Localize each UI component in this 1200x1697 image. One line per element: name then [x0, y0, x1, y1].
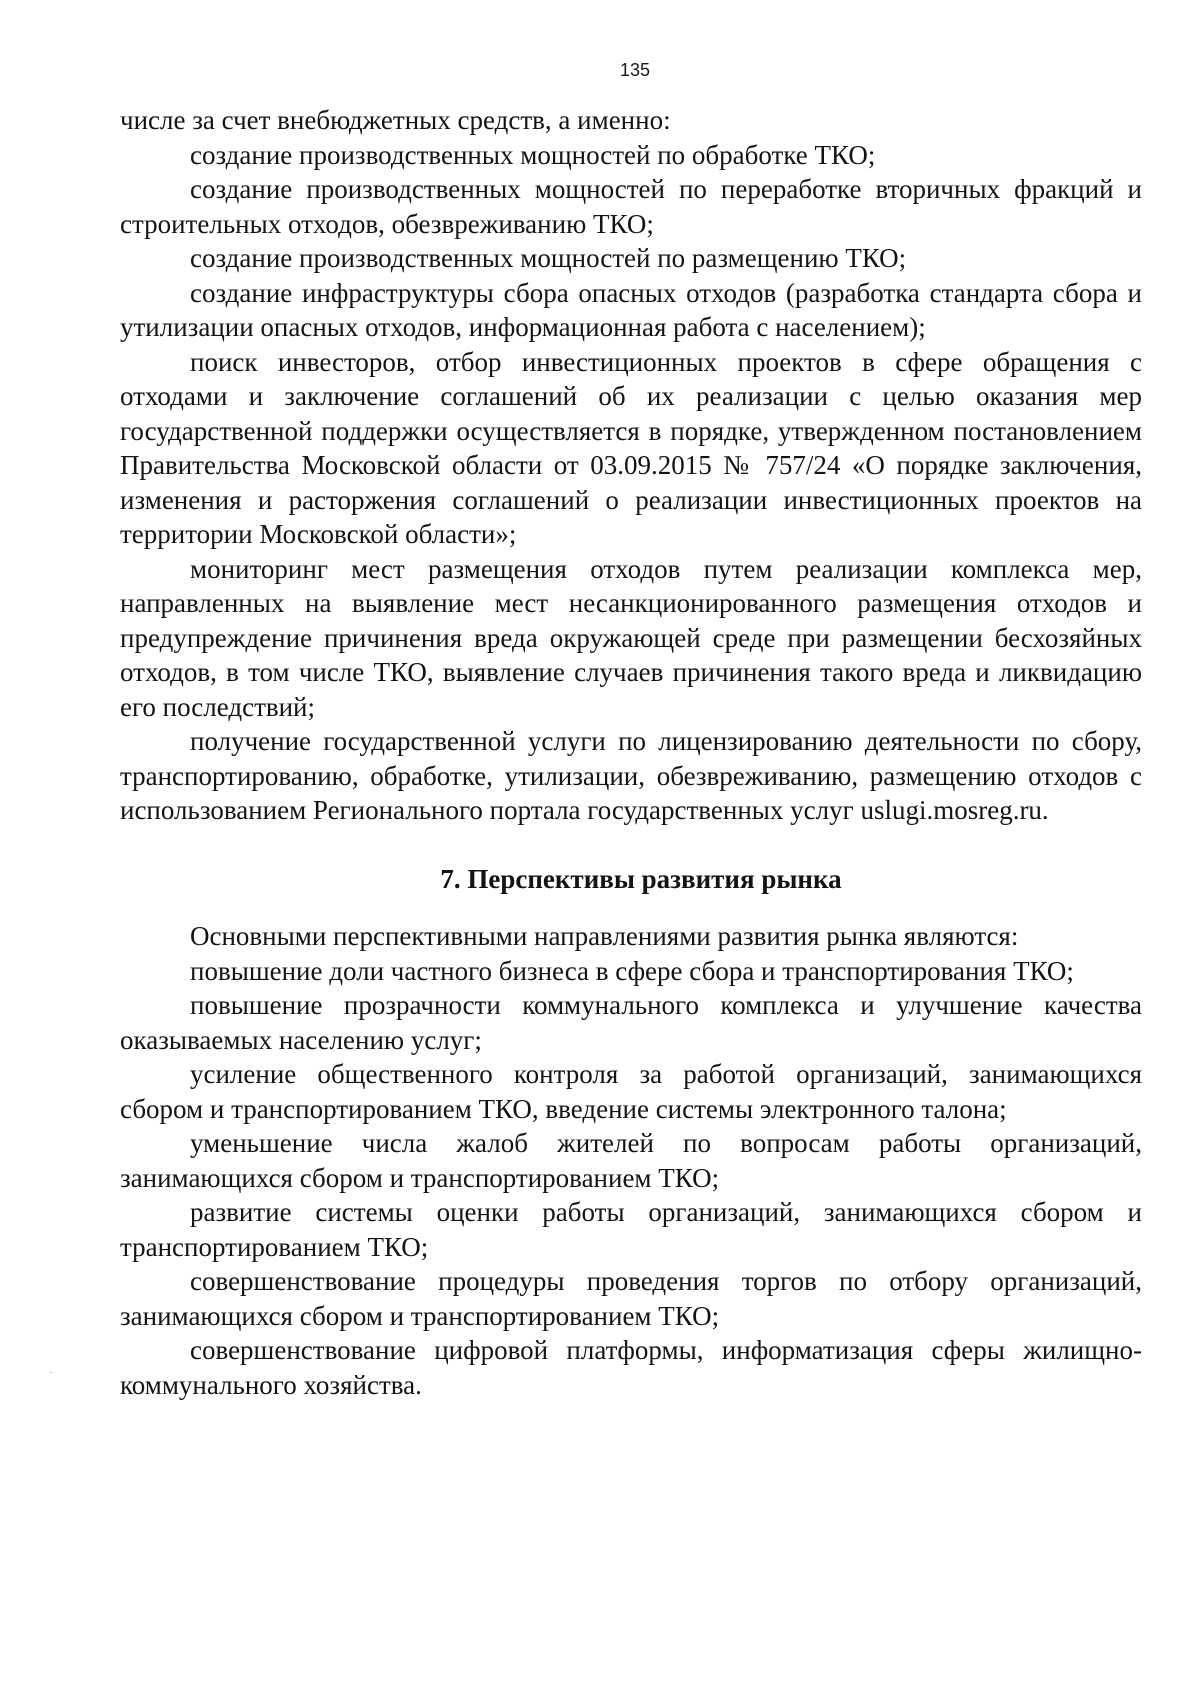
section-item-digital-platform: совершенствование цифровой платформы, информатизация сферы жилищно-коммунального хозяйства.	[120, 1335, 1142, 1400]
scan-speck	[50, 1372, 52, 1373]
intro-item-hazardous-waste-infrastructure: создание инфраструктуры сбора опасных отходов (разработка стандарта сбора и утилизации опасных отходов, информационная работа с населением);	[120, 277, 1142, 342]
section-item-transparency: повышение прозрачности коммунального комплекса и улучшение качества оказываемых населению услуг;	[120, 990, 1142, 1055]
intro-item-processing-capacity: создание производственных мощностей по обработке ТКО;	[190, 139, 876, 170]
document-body	[120, 103, 1142, 1402]
page-number: 135	[619, 60, 651, 80]
intro-item-recycling-capacity: создание производственных мощностей по переработке вторичных фракций и строительных отходов, обезвреживанию ТКО;	[120, 174, 1142, 239]
intro-item-monitoring: мониторинг мест размещения отходов путем реализации комплекса мер, направленных на выявление мест несанкционированного размещения отходов и предупреждение причинения вреда окружающей среде при размещении бесхозяйных отходов, в том числе ТКО, выявление случаев причинения такого вреда и ликвидацию его последствий;	[120, 553, 1142, 722]
intro-item-licensing-service: получение государственной услуги по лицензированию деятельности по сбору, транспортированию, обработке, утилизации, обезвреживанию, размещению отходов с использованием Регионального портала государственных услуг uslugi.mosreg.ru.	[120, 726, 1142, 825]
section-item-complaint-reduction: уменьшение числа жалоб жителей по вопросам работы организаций, занимающихся сбором и транспортированием ТКО;	[120, 1128, 1142, 1193]
section-item-public-control: усиление общественного контроля за работой организаций, занимающихся сбором и транспортированием ТКО, введение системы электронного талона;	[120, 1059, 1142, 1124]
intro-continuation-paragraph: числе за счет внебюджетных средств, а именно:	[120, 105, 671, 135]
intro-item-disposal-capacity: создание производственных мощностей по размещению ТКО;	[190, 243, 907, 273]
section-item-private-business-share: повышение доли частного бизнеса в сфере сбора и транспортирования ТКО;	[190, 955, 1074, 986]
section-item-evaluation-system: развитие системы оценки работы организаций, занимающихся сбором и транспортированием ТКО;	[120, 1197, 1142, 1262]
section-item-tender-procedure: совершенствование процедуры проведения торгов по отбору организаций, занимающихся сбором и транспортированием ТКО;	[120, 1266, 1142, 1331]
intro-item-investor-search: поиск инвесторов, отбор инвестиционных проектов в сфере обращения с отходами и заключение соглашений об их реализации с целью оказания мер государственной поддержки осуществляется в порядке, утвержденном постановлением Правительства Московской области от 03.09.2015 № 757/24 «О порядке заключения, изменения и расторжения соглашений о реализации инвестиционных проектов на территории Московской области»;	[120, 346, 1142, 549]
section-lead-paragraph: Основными перспективными направлениями развития рынка являются:	[190, 921, 1019, 951]
section-heading: 7. Перспективы развития рынка	[440, 863, 842, 894]
